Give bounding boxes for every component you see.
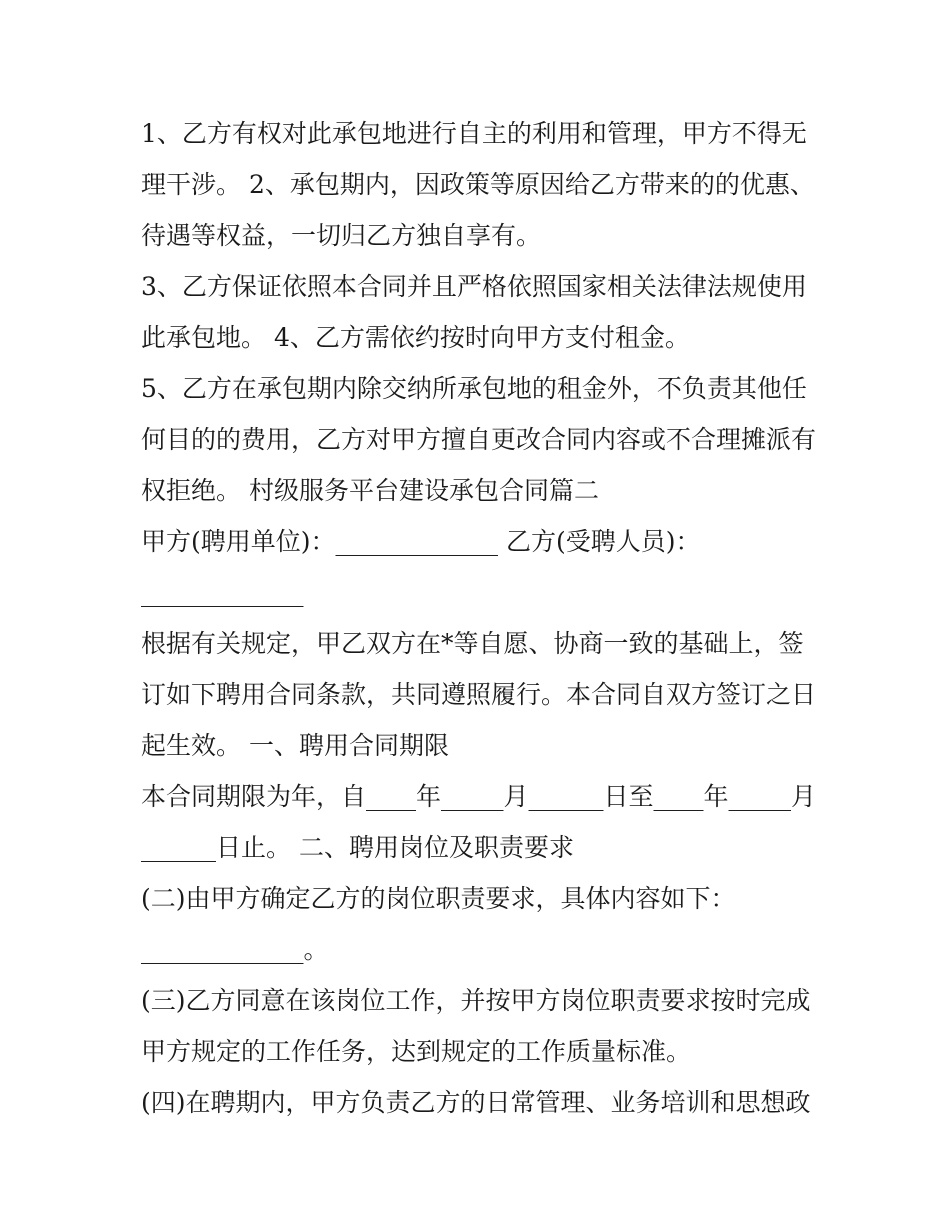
text-line: 5、乙方在承包期内除交纳所承包地的租金外，不负责其他任	[141, 374, 807, 403]
text-line: _____________。	[141, 935, 329, 964]
text-line: 本合同期限为年，自____年_____月______日至____年_____月	[141, 782, 817, 811]
text-line: 何目的的费用，乙方对甲方擅自更改合同内容或不合理摊派有	[141, 425, 817, 454]
text-line: (四)在聘期内，甲方负责乙方的日常管理、业务培训和思想政	[141, 1088, 811, 1117]
text-line: 待遇等权益，一切归乙方独自享有。	[141, 221, 542, 250]
text-line: 理干涉。 2、承包期内，因政策等原因给乙方带来的的优惠、	[141, 170, 815, 199]
text-line: 1、乙方有权对此承包地进行自主的利用和管理，甲方不得无	[141, 119, 807, 148]
text-line: _____________	[141, 578, 304, 607]
text-line: 甲方规定的工作任务，达到规定的工作质量标准。	[141, 1037, 692, 1066]
text-line: 起生效。 一、聘用合同期限	[141, 731, 449, 760]
contract-text	[141, 108, 821, 1128]
text-line: 权拒绝。 村级服务平台建设承包合同篇二	[141, 476, 599, 505]
text-line: 3、乙方保证依照本合同并且严格依照国家相关法律法规使用	[141, 272, 807, 301]
text-line: 订如下聘用合同条款，共同遵照履行。本合同自双方签订之日	[141, 680, 817, 709]
text-line: 根据有关规定，甲乙双方在*等自愿、协商一致的基础上，签	[141, 629, 804, 658]
text-line: 此承包地。 4、乙方需依约按时向甲方支付租金。	[141, 323, 690, 352]
text-line: 甲方(聘用单位)：_____________ 乙方(受聘人员)：	[141, 527, 701, 556]
text-line: (二)由甲方确定乙方的岗位职责要求，具体内容如下：	[141, 884, 736, 913]
text-line: (三)乙方同意在该岗位工作，并按甲方岗位职责要求按时完成	[141, 986, 811, 1015]
text-line: ______日止。 二、聘用岗位及职责要求	[141, 833, 574, 862]
